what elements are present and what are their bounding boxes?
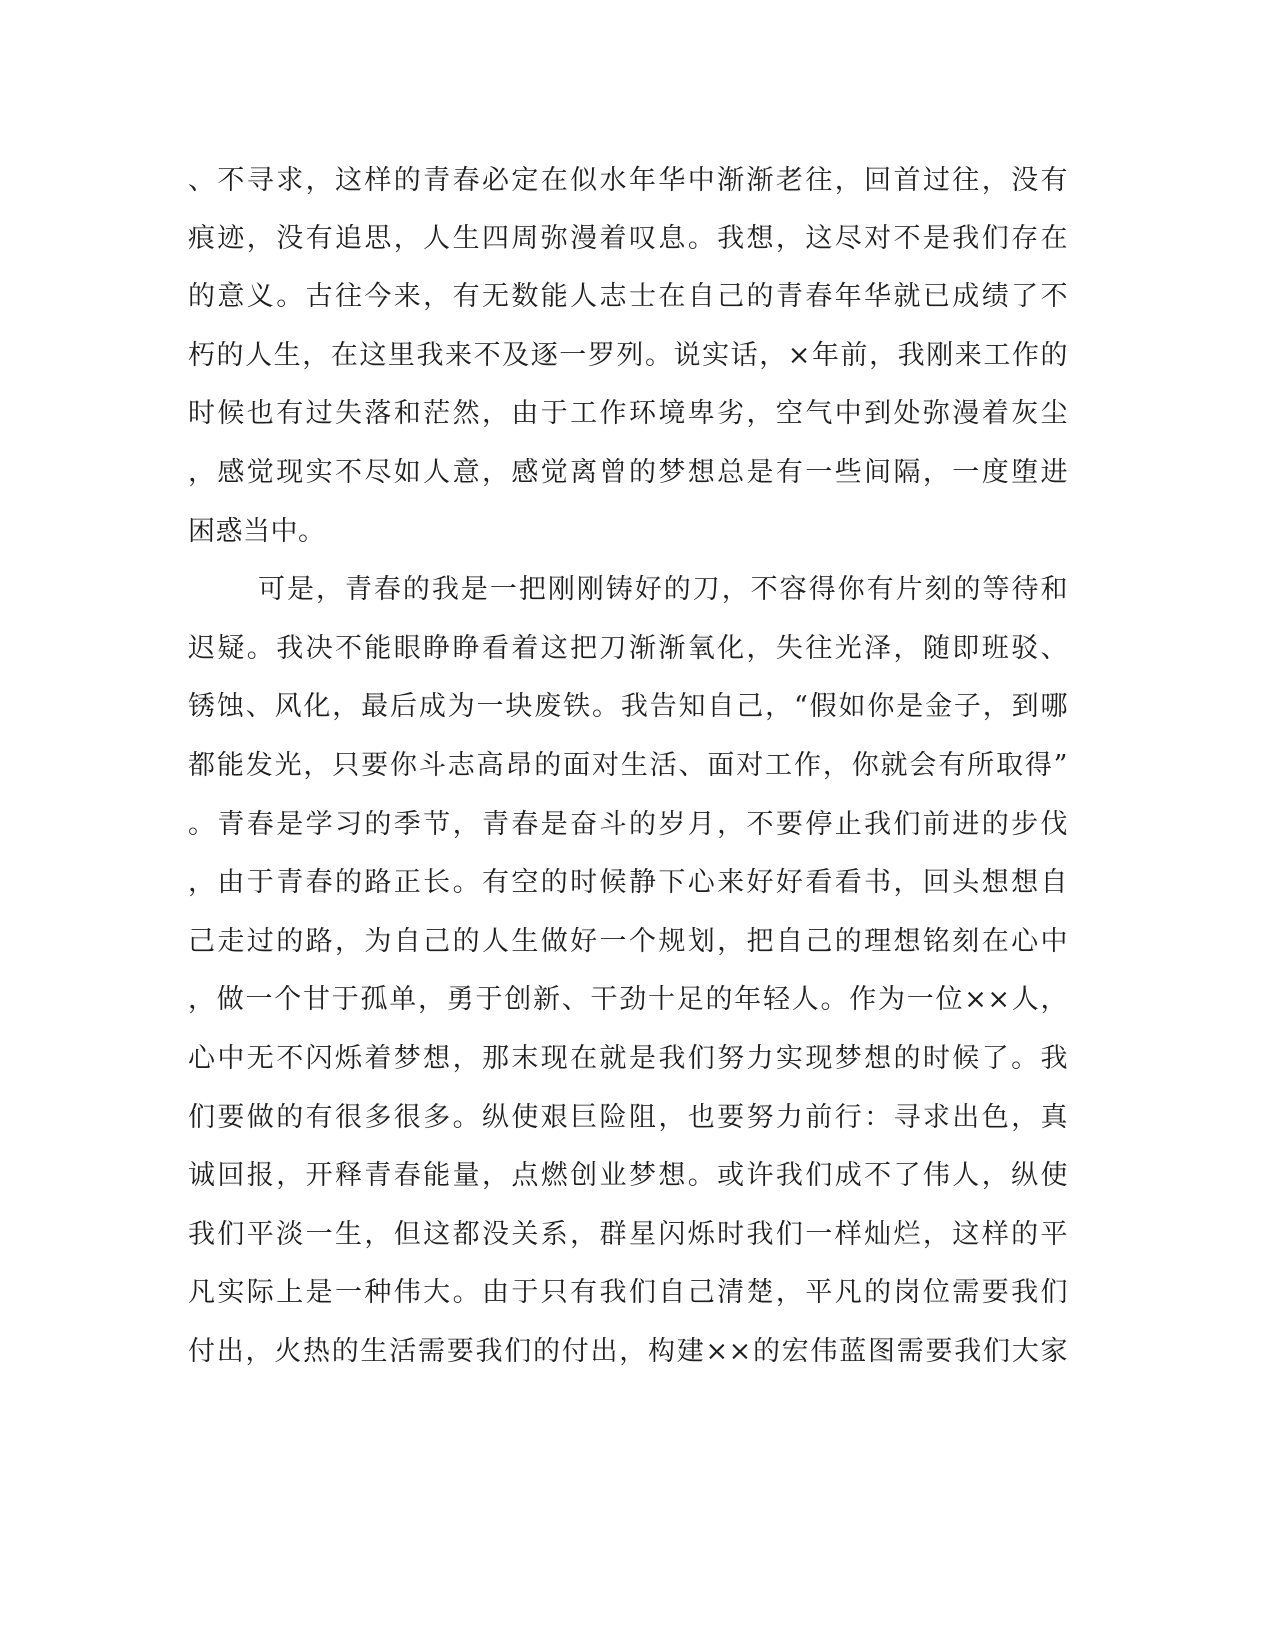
paragraph-first-line: 可是，青春的我是一把刚刚铸好的刀，不容得你有片刻的等待和: [258, 574, 1068, 605]
text-line: 付出，火热的生活需要我们的付出，构建××的宏伟蓝图需要我们大家: [188, 1336, 1068, 1367]
text-line: 。青春是学习的季节，青春是奋斗的岁月，不要停止我们前进的步伐: [188, 809, 1068, 840]
text-line: ，由于青春的路正长。有空的时候静下心来好好看看书，回头想想自: [188, 867, 1068, 898]
text-line: 的意义。古往今来，有无数能人志士在自己的青春年华就已成绩了不: [188, 281, 1068, 312]
text-line: 凡实际上是一种伟大。由于只有我们自己清楚，平凡的岗位需要我们: [188, 1277, 1068, 1308]
text-line: ，做一个甘于孤单，勇于创新、干劲十足的年轻人。作为一位××人，: [188, 984, 1068, 1015]
text-line: 心中无不闪烁着梦想，那末现在就是我们努力实现梦想的时候了。我: [188, 1043, 1068, 1074]
text-line: 诚回报，开释青春能量，点燃创业梦想。或许我们成不了伟人，纵使: [188, 1160, 1068, 1191]
text-line: 朽的人生，在这里我来不及逐一罗列。说实话，×年前，我刚来工作的: [188, 340, 1068, 371]
text-line: 我们平淡一生，但这都没关系，群星闪烁时我们一样灿烂，这样的平: [188, 1219, 1068, 1250]
text-line: 己走过的路，为自己的人生做好一个规划，把自己的理想铭刻在心中: [188, 926, 1068, 957]
text-line: ，感觉现实不尽如人意，感觉离曾的梦想总是有一些间隔，一度堕进: [188, 457, 1068, 488]
text-line: 时候也有过失落和茫然，由于工作环境卑劣，空气中到处弥漫着灰尘: [188, 398, 1068, 429]
text-line: 都能发光，只要你斗志高昂的面对生活、面对工作，你就会有所取得”: [188, 750, 1068, 781]
text-line: 迟疑。我决不能眼睁睁看着这把刀渐渐氧化，失往光泽，随即班驳、: [188, 633, 1068, 664]
text-line: 痕迹，没有追思，人生四周弥漫着叹息。我想，这尽对不是我们存在: [188, 223, 1068, 254]
text-line: 、不寻求，这样的青春必定在似水年华中渐渐老往，回首过往，没有: [188, 165, 1068, 196]
text-line: 们要做的有很多很多。纵使艰巨险阻，也要努力前行：寻求出色，真: [188, 1102, 1068, 1133]
text-line: 困惑当中。: [188, 516, 326, 547]
text-line: 锈蚀、风化，最后成为一块废铁。我告知自己，“假如你是金子，到哪: [188, 691, 1068, 722]
